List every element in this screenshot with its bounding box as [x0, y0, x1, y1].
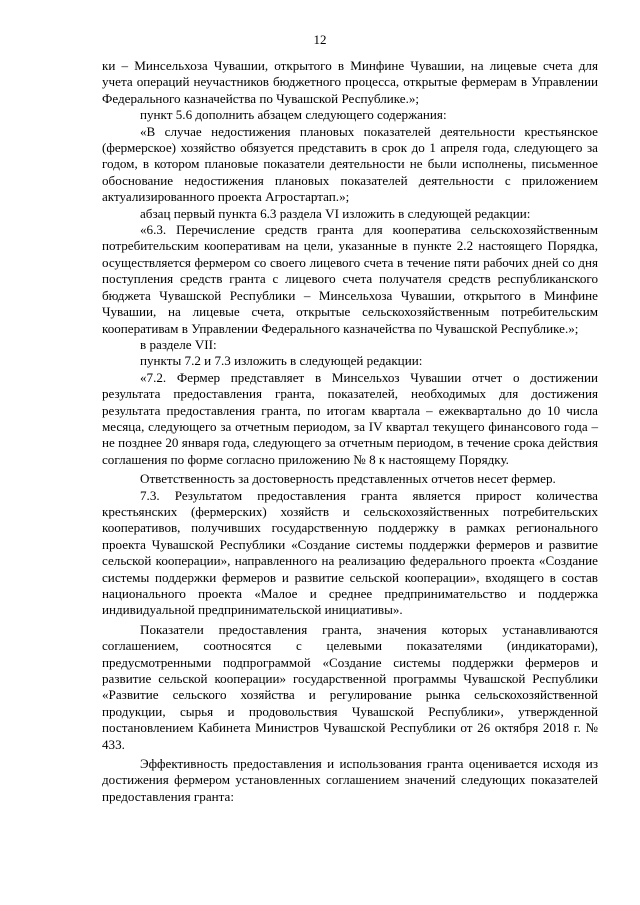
paragraph-quote-5-6: «В случае недостижения плановых показателей деятельности крестьянское (фермерское) хозяйство обязуется представить в срок до 1 апреля года, следующего за годом, в котором плановые показатели деятельности не были исполнены, письменное обоснование недостижения плановых показателей деятельности с приложением актуализированного проекта Агростартап.»;: [102, 123, 598, 205]
paragraph-section-7: в разделе VII:: [140, 336, 217, 352]
paragraph-amendment-7-2-7-3: пункты 7.2 и 7.3 изложить в следующей редакции:: [140, 353, 423, 369]
paragraph-7-3: 7.3. Результатом предоставления гранта является прирост количества крестьянских (фермерских) хозяйств и сельскохозяйственных потребительских кооперативов, получивших государственную поддержку в рамках регионального проекта Чувашской Республики «Создание системы поддержки фермеров и развитие сельской кооперации», направленного на реализацию федерального проекта «Создание системы поддержки фермеров и развитие сельской кооперации», входящего в состав национального проекта «Малое и среднее предпринимательство и поддержка индивидуальной предпринимательской инициативы».: [102, 487, 598, 618]
paragraph-quote-7-2: «7.2. Фермер представляет в Минсельхоз Чувашии отчет о достижении результата предоставления гранта, показателей, необходимых для достижения результата предоставления гранта, по итогам квартала – ежеквартально до 10 числа месяца, следующего за отчетным периодом, за IV квартал текущего финансового года – не позднее 20 января года, следующего за отчетным периодом, в течение срока действия соглашения по форме согласно приложению № 8 к настоящему Порядку.: [102, 369, 598, 467]
page-number: 12: [313, 32, 327, 47]
paragraph-effectiveness: Эффективность предоставления и использования гранта оценивается исходя из достижения фермером установленных соглашением значений следующих показателей предоставления гранта:: [102, 756, 598, 804]
paragraph-indicators: Показатели предоставления гранта, значения которых устанавливаются соглашением, соотносятся с целевыми показателями (индикаторами), предусмотренными подпрограммой «Создание системы поддержки фермеров и развитие сельской кооперации» государственной программы Чувашской Республики «Развитие сельского хозяйства и регулирование рынка сельскохозяйственной продукции, сырья и продовольствия Чувашской Республики», утвержденной постановлением Кабинета Министров Чувашской Республики от 26 октября 2018 г. № 433.: [102, 621, 598, 752]
document-body: [102, 58, 598, 805]
paragraph-continuation: ки – Минсельхоза Чувашии, открытого в Минфине Чувашии, на лицевые счета для учета операций неучастников бюджетного процесса, открытые фермерам в Управлении Федерального казначейства по Чувашской Республике.»;: [102, 58, 598, 106]
paragraph-responsibility: Ответственность за достоверность представленных отчетов несет фермер.: [140, 471, 556, 487]
paragraph-amendment-5-6: пункт 5.6 дополнить абзацем следующего содержания:: [140, 107, 447, 123]
paragraph-amendment-6-3: абзац первый пункта 6.3 раздела VI изложить в следующей редакции:: [140, 205, 531, 221]
paragraph-quote-6-3: «6.3. Перечисление средств гранта для кооператива сельскохозяйственным потребительским кооперативам на цели, указанные в пункте 2.2 настоящего Порядка, осуществляется фермером со своего лицевого счета в течение пяти рабочих дней со дня поступления средств гранта с лицевого счета получателя средств республиканского бюджета Чувашской Республики – Минсельхоза Чувашии, открытого в Минфине Чувашии, на лицевые счета, открытые сельскохозяйственным потребительским кооперативам в Управлении Федерального казначейства по Чувашской Республике.»;: [102, 222, 598, 336]
